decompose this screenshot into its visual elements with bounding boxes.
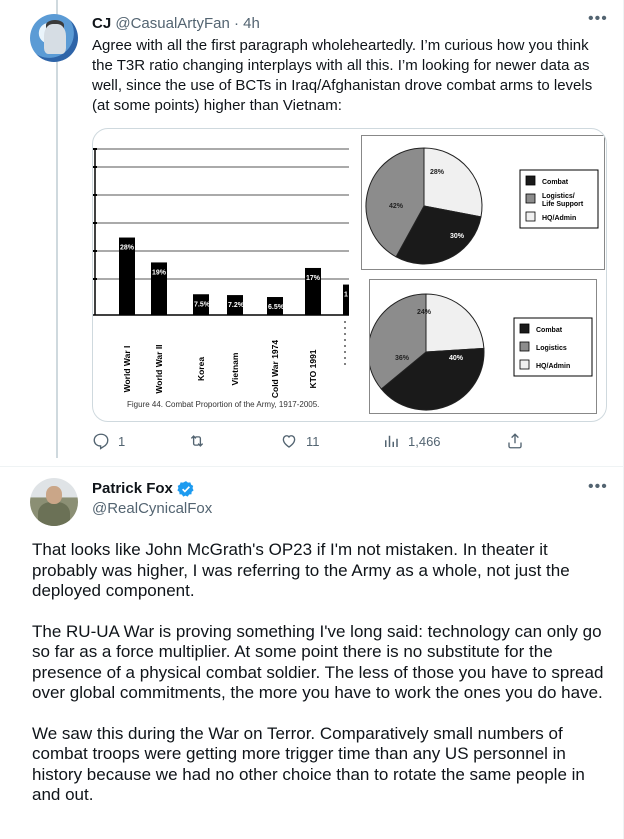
avatar[interactable] bbox=[30, 14, 78, 62]
pie-chart-2 bbox=[369, 279, 597, 414]
legend-label: Life Support bbox=[542, 201, 584, 208]
figure-caption: Figure 44. Combat Proportion of the Army, 1917-2005. bbox=[127, 400, 320, 409]
avatar-body bbox=[38, 502, 70, 526]
verified-badge-icon[interactable] bbox=[177, 480, 195, 498]
share-button[interactable] bbox=[506, 432, 524, 450]
avatar-face bbox=[46, 486, 62, 504]
author-name-row bbox=[92, 479, 195, 499]
slice-label: 24% bbox=[416, 309, 432, 316]
slice-label: 30% bbox=[449, 233, 465, 240]
avatar-figure bbox=[44, 24, 66, 54]
views-count: 1,466 bbox=[408, 433, 441, 449]
legend-swatch bbox=[520, 342, 529, 351]
tick-label: World War II bbox=[154, 344, 164, 394]
views-button[interactable] bbox=[382, 432, 441, 450]
author-handle[interactable]: @CasualArtyFan bbox=[115, 15, 230, 32]
legend-swatch bbox=[526, 194, 535, 203]
bar-chart bbox=[93, 129, 363, 421]
data-label: 7.5% bbox=[194, 301, 210, 309]
data-label: 28% bbox=[120, 244, 135, 252]
data-label: 6.5% bbox=[268, 304, 284, 312]
legend-swatch bbox=[526, 176, 535, 185]
slice-label: 40% bbox=[448, 355, 464, 362]
reply-icon bbox=[92, 432, 110, 450]
legend-swatch bbox=[526, 212, 535, 221]
author-handle[interactable]: @RealCynicalFox bbox=[92, 500, 213, 517]
analytics-icon bbox=[382, 432, 400, 450]
share-icon bbox=[506, 432, 524, 450]
tweet-media[interactable] bbox=[92, 128, 607, 422]
pie-slice bbox=[424, 148, 482, 217]
legend-label: Logistics bbox=[536, 345, 567, 352]
heart-icon bbox=[280, 432, 298, 450]
bar bbox=[343, 285, 349, 315]
tweet-text bbox=[32, 540, 607, 826]
legend-label: HQ/Admin bbox=[542, 215, 577, 222]
more-options-icon[interactable]: ••• bbox=[588, 478, 608, 495]
tweet-header bbox=[92, 14, 260, 34]
author-name[interactable]: Patrick Fox bbox=[92, 480, 173, 497]
legend-swatch bbox=[520, 324, 529, 333]
thread-connector-line bbox=[56, 0, 58, 458]
tweet-time[interactable]: · 4h bbox=[233, 15, 260, 32]
more-options-icon[interactable]: ••• bbox=[588, 10, 608, 27]
paragraph: We saw this during the War on Terror. Comparatively small numbers of combat troops were getting more trigger time than any US personnel in history because we had no other choice than to rotate the same people in and out. bbox=[32, 723, 585, 804]
tick-label: Vietnam bbox=[230, 352, 240, 386]
tweet-text: Agree with all the first paragraph wholeheartedly. I’m curious how you think the T3R ratio changing interplays with all this. I’m looking for newer data as well, since the use of BCTs in Iraq/Afghanistan drove combat arms to levels (at some points) higher than Vietnam: bbox=[92, 37, 593, 114]
reply-button[interactable] bbox=[92, 432, 125, 450]
like-count: 11 bbox=[306, 433, 320, 449]
tweet-actions bbox=[92, 432, 612, 456]
tick-label: Cold War 1974 bbox=[270, 339, 280, 399]
retweet-button[interactable] bbox=[188, 432, 214, 450]
tweet-divider bbox=[0, 466, 624, 467]
like-button[interactable] bbox=[280, 432, 320, 450]
avatar[interactable] bbox=[30, 478, 78, 526]
data-label: 7.2% bbox=[228, 302, 244, 310]
slice-label: 28% bbox=[429, 169, 445, 176]
legend-swatch bbox=[520, 360, 529, 369]
paragraph: That looks like John McGrath's OP23 if I'm not mistaken. In theater it probably was higher, I was referring to the Army as a whole, not just the deployed component. bbox=[32, 540, 570, 600]
author-name[interactable]: CJ bbox=[92, 15, 112, 32]
pie-chart-1 bbox=[361, 135, 605, 270]
tick-label: World War I bbox=[122, 345, 132, 393]
tick-label: KTO 1991 bbox=[308, 349, 318, 389]
data-label: 17% bbox=[306, 274, 321, 282]
legend-label: Logistics/ bbox=[542, 193, 575, 200]
tick-label: Korea bbox=[196, 356, 206, 382]
legend-label: HQ/Admin bbox=[536, 363, 571, 370]
legend-label: Combat bbox=[536, 327, 563, 334]
legend-label: Combat bbox=[542, 179, 569, 186]
slice-label: 42% bbox=[388, 203, 404, 210]
slice-label: 36% bbox=[394, 355, 410, 362]
paragraph: The RU-UA War is proving something I've long said: technology can only go so far as a force multiplier. At some point there is no substitute for the presence of a physical combat soldier. The less of those you have to spread over global commitments, the more you have to work the ones you do have. bbox=[32, 621, 604, 702]
retweet-icon bbox=[188, 432, 206, 450]
reply-count: 1 bbox=[118, 433, 126, 449]
pie-slice bbox=[426, 294, 484, 352]
data-label: 1 bbox=[344, 291, 348, 299]
data-label: 19% bbox=[152, 269, 167, 277]
